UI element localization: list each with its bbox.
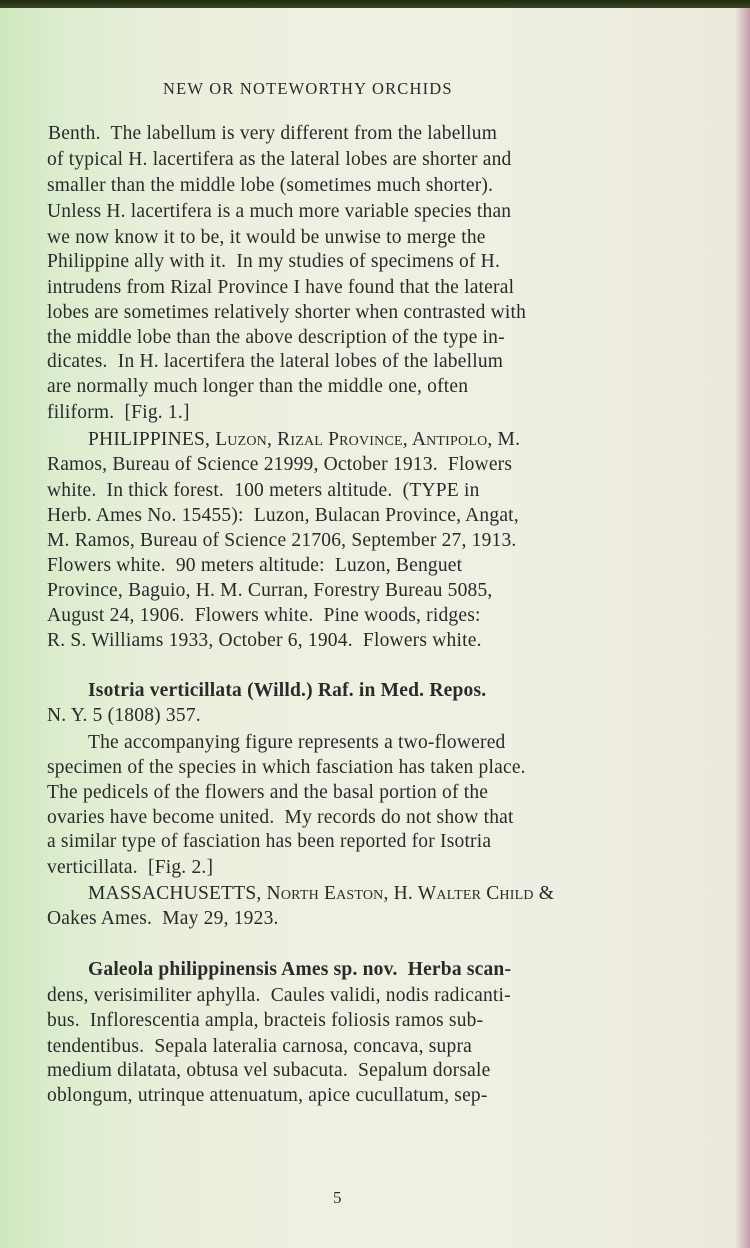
text-line: ovaries have become united. My records do not show that	[47, 807, 514, 828]
text-line: Flowers white. 90 meters altitude: Luzon, Benguet	[47, 555, 463, 576]
text-line: Herb. Ames No. 15455): Luzon, Bulacan Province, Angat,	[47, 505, 519, 526]
text-line: are normally much longer than the middle one, often	[47, 376, 469, 397]
text-line: medium dilatata, obtusa vel subacuta. Sepalum dorsale	[47, 1060, 491, 1081]
text-line: Ramos, Bureau of Science 21999, October 1913. Flowers	[47, 454, 513, 475]
text-line: smaller than the middle lobe (sometimes much shorter).	[47, 175, 494, 196]
text-line: M. Ramos, Bureau of Science 21706, September 27, 1913.	[47, 530, 517, 551]
text-line: filiform. [Fig. 1.]	[47, 402, 190, 423]
text-line: Philippine ally with it. In my studies of specimens of H.	[47, 251, 501, 272]
text-line: August 24, 1906. Flowers white. Pine woods, ridges:	[47, 605, 481, 626]
text-line: white. In thick forest. 100 meters altitude. (TYPE in	[47, 480, 480, 501]
text-line: specimen of the species in which fasciation has taken place.	[47, 757, 526, 778]
text-line: dicates. In H. lacertifera the lateral lobes of the labellum	[47, 351, 504, 372]
running-head: NEW OR NOTEWORTHY ORCHIDS	[163, 79, 453, 98]
text-line: oblongum, utrinque attenuatum, apice cucullatum, sep-	[47, 1085, 488, 1106]
text-line: N. Y. 5 (1808) 357.	[47, 705, 201, 726]
text-line: MASSACHUSETTS, North Easton, H. Walter Child &	[88, 883, 555, 904]
page-number: 5	[333, 1188, 342, 1207]
text-line: Province, Baguio, H. M. Curran, Forestry Bureau 5085,	[47, 580, 493, 601]
text-line: dens, verisimiliter aphylla. Caules validi, nodis radicanti-	[47, 985, 511, 1006]
text-line: R. S. Williams 1933, October 6, 1904. Flowers white.	[47, 630, 482, 651]
text-line: we now know it to be, it would be unwise to merge the	[47, 227, 486, 248]
text-line: Oakes Ames. May 29, 1923.	[47, 908, 279, 929]
text-line: The pedicels of the flowers and the basal portion of the	[47, 782, 489, 803]
text-line: of typical H. lacertifera as the lateral lobes are shorter and	[47, 149, 512, 170]
text-line: Unless H. lacertifera is a much more variable species than	[47, 201, 512, 222]
text-line: verticillata. [Fig. 2.]	[47, 857, 214, 878]
page-edge	[736, 8, 750, 1248]
text-line: bus. Inflorescentia ampla, bracteis foliosis ramos sub-	[47, 1010, 484, 1031]
text-line: intrudens from Rizal Province I have found that the lateral	[47, 277, 515, 298]
species-heading: Isotria verticillata (Willd.) Raf. in Med. Repos.	[88, 680, 487, 701]
text-line: PHILIPPINES, Luzon, Rizal Province, Antipolo, M.	[88, 429, 521, 450]
text-line: the middle lobe than the above description of the type in-	[47, 327, 505, 348]
text-line: a similar type of fasciation has been reported for Isotria	[47, 831, 492, 852]
text-line: Benth. The labellum is very different from the labellum	[48, 123, 498, 144]
text-line: tendentibus. Sepala lateralia carnosa, concava, supra	[47, 1036, 472, 1057]
text-line: lobes are sometimes relatively shorter when contrasted with	[47, 302, 527, 323]
species-heading: Galeola philippinensis Ames sp. nov. Herba scan-	[88, 959, 512, 980]
text-line: The accompanying figure represents a two-flowered	[88, 732, 506, 753]
